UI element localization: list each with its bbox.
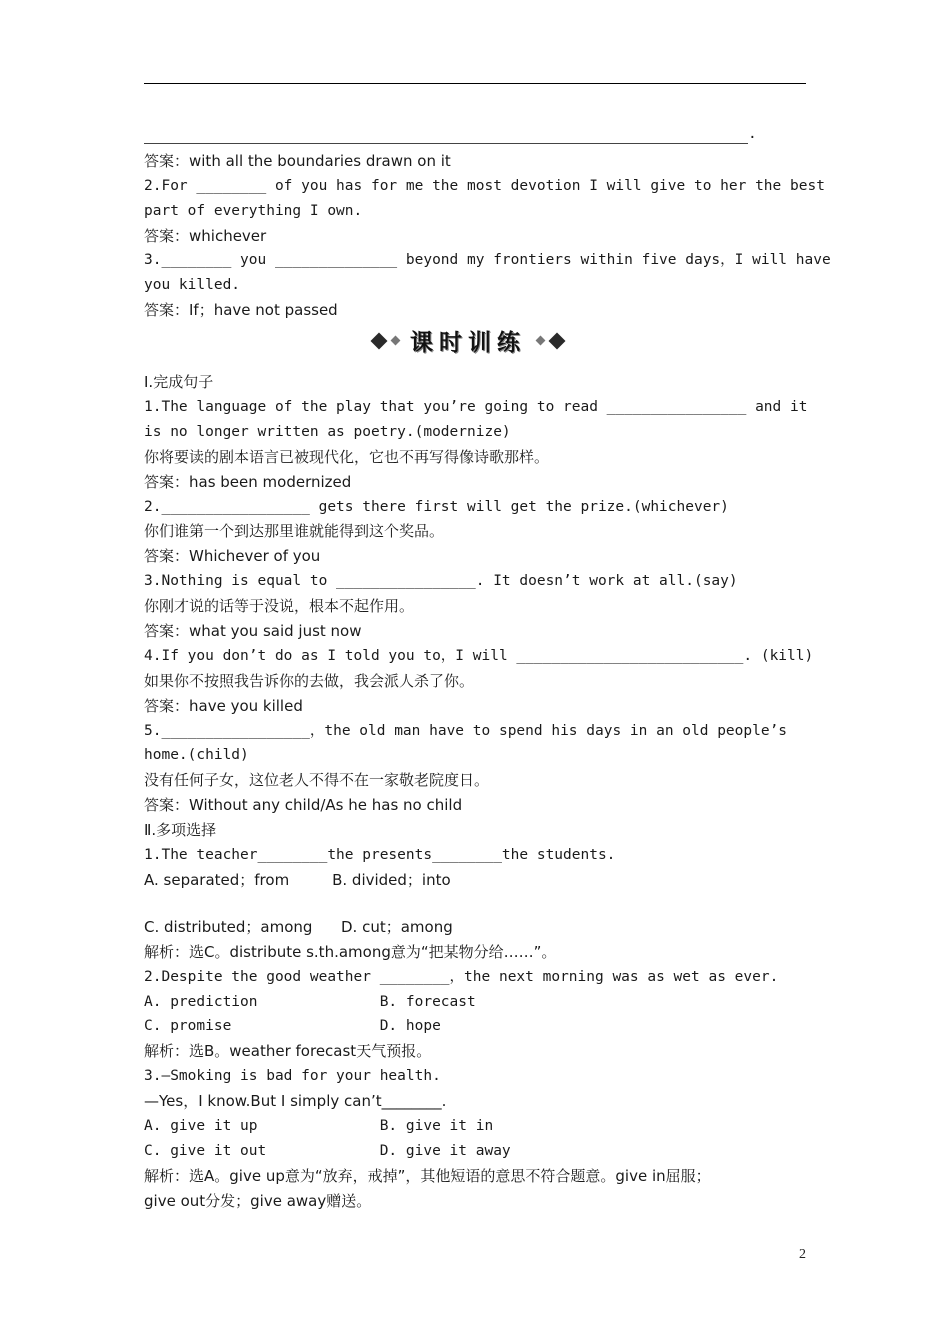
option-line: C. give it out D. give it away xyxy=(144,1142,511,1159)
question-line: part of everything I own. xyxy=(144,202,363,219)
answer-text: 答案：If；have not passed xyxy=(144,301,338,320)
question-line: 3.—Smoking is bad for your health. xyxy=(144,1068,441,1085)
answer-blank-line: . xyxy=(144,124,806,149)
header-rule xyxy=(144,83,806,84)
page-number: 2 xyxy=(799,1247,806,1262)
question-line: you killed. xyxy=(144,277,241,294)
analysis-text: 解析：选A。give up意为“放弃，戒掉”，其他短语的意思不符合题意。give in屈服； xyxy=(144,1166,711,1185)
spacer xyxy=(144,893,806,915)
diamond-small-icon xyxy=(391,336,401,346)
analysis-text: 解析：选C。distribute s.th.among意为“把某物分给……”。 xyxy=(144,942,557,961)
question-line: 5._________________，the old man have to spend his days in an old people’s xyxy=(144,722,788,739)
question-line: 3.Nothing is equal to ________________. It doesn’t work at all.(say) xyxy=(144,573,738,590)
answer-text: 答案：Whichever of you xyxy=(144,547,321,566)
option-line: C. promise D. hope xyxy=(144,1018,441,1035)
answer-text: 答案：what you said just now xyxy=(144,622,362,641)
section-heading: Ⅱ.多项选择 xyxy=(144,821,217,840)
option-line: A. prediction B. forecast xyxy=(144,993,476,1010)
page-content xyxy=(144,124,831,1214)
diamond-icon xyxy=(549,332,566,349)
answer-text: 答案：have you killed xyxy=(144,696,303,715)
analysis-text: 解析：选B。weather forecast天气预报。 xyxy=(144,1042,432,1061)
question-line: —Yes，I know.But I simply can’t________. xyxy=(144,1092,447,1111)
question-line: 2.Despite the good weather ________，the next morning was as wet as ever. xyxy=(144,968,779,985)
diamond-icon xyxy=(371,332,388,349)
section-heading: Ⅰ.完成句子 xyxy=(144,373,214,392)
answer-text: 答案：has been modernized xyxy=(144,472,352,491)
question-line: is no longer written as poetry.(modernize) xyxy=(144,423,511,440)
answer-text: 答案：whichever xyxy=(144,226,267,245)
answer-text: 答案：with all the boundaries drawn on it xyxy=(144,151,451,170)
question-line: 2._________________ gets there first will get the prize.(whichever) xyxy=(144,498,729,515)
option-line: A. separated；from B. divided；into xyxy=(144,870,451,889)
option-line: C. distributed；among D. cut；among xyxy=(144,917,453,936)
question-line: home.(child) xyxy=(144,747,249,764)
translation-line: 你刚才说的话等于没说，根本不起作用。 xyxy=(144,597,415,616)
question-line: 1.The language of the play that you’re going to read ________________ and it xyxy=(144,399,808,416)
option-line: A. give it up B. give it in xyxy=(144,1117,494,1134)
translation-line: 你将要读的剧本语言已被现代化，它也不再写得像诗歌那样。 xyxy=(144,447,550,466)
translation-line: 没有任何子女，这位老人不得不在一家敬老院度日。 xyxy=(144,771,490,790)
translation-line: 你们谁第一个到达那里谁就能得到这个奖品。 xyxy=(144,522,445,541)
question-line: 4.If you don’t do as I told you to，I will __________________________. (kill) xyxy=(144,647,814,664)
section-banner xyxy=(144,323,806,357)
question-line: 3.________ you ______________ beyond my frontiers within five days，I will have xyxy=(144,252,831,269)
answer-text: 答案：Without any child/As he has no child xyxy=(144,796,463,815)
question-line: 1.The teacher________the presents________the students. xyxy=(144,847,616,864)
question-line: 2.For ________ of you has for me the most devotion I will give to her the best xyxy=(144,177,825,194)
analysis-text: give out分发；give away赠送。 xyxy=(144,1191,372,1210)
banner-title: 课时训练 xyxy=(410,330,526,357)
diamond-small-icon xyxy=(536,336,546,346)
translation-line: 如果你不按照我告诉你的去做，我会派人杀了你。 xyxy=(144,671,475,690)
